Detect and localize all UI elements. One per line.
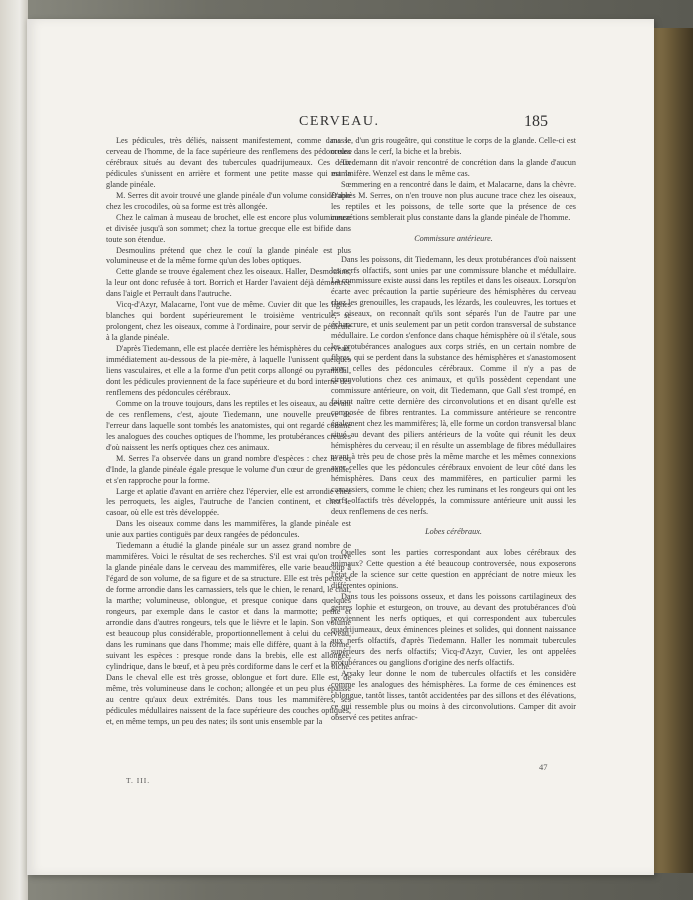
paragraph: M. Serres l'a observée dans un grand nombre d'espèces : chez le coq d'Inde, la glande pinéale égale presque le volume d'un cœur de grenouille, et s'en rapproche pour la forme. xyxy=(106,453,351,485)
paragraph: Sœmmering en a rencontré dans le daim, et Malacarne, dans la chèvre. D'après M. Serres, on n'en trouve non plus aucune trace chez les oiseaux, les reptiles et les poissons, de telle sorte que la présence de ces concrétions semblerait plus constante dans la glande pinéale de l'homme. xyxy=(331,179,576,222)
paragraph: Dans les oiseaux comme dans les mammifères, la glande pinéale est unie aux parties contiguës par deux rangées de pédoncules. xyxy=(106,519,351,540)
book-spine xyxy=(648,28,693,873)
signature-mark: T. III. xyxy=(126,776,151,785)
paragraph: D'après Tiedemann, elle est placée derrière les hémisphères du cerveau, immédiatement au-dessous de la pie-mère, à laquelle l'unissent quelques liens vasculaires, et elle a la forme d'un petit corps allongé ou pyramidal, dont les pédicules proviennent de la face supérieure et du bord interne des renflemens des pédoncules cérébraux. xyxy=(106,344,351,397)
paragraph: Vicq-d'Azyr, Malacarne, l'ont vue de même. Cuvier dit que les lignes blanches qui bordent supérieurement le troisième ventricule, se prolongent, chez les oiseaux, comme à l'ordinaire, pour servir de pédicule à la glande pinéale. xyxy=(106,300,351,343)
page-header xyxy=(27,114,654,134)
paragraph: Cette glande se trouve également chez les oiseaux. Haller, Desmoulins, la leur ont donc refusée à tort. Borrich et Harder l'avaient déjà démontrée dans l'aigle et Perrault dans l'autruche. xyxy=(106,267,351,299)
paragraph: Quelles sont les parties correspondant aux lobes cérébraux des animaux? Cette question a été beaucoup controversée, nous exposerons l'état de la science sur cette question en appréciant de notre mieux les différentes opinions. xyxy=(331,548,576,591)
section-heading: Lobes cérébraux. xyxy=(425,527,482,537)
page-number: 185 xyxy=(524,113,548,130)
previous-page-edge xyxy=(0,0,28,900)
paragraph: Arsaky leur donne le nom de tubercules olfactifs et les considère comme les analogues des hémisphères. La forme de ces éminences est oblongue, tantôt lisses, tantôt accidentées par des sillons et des élévations, ce qui ressemble plus ou moins à des circonvolutions. Camper dit avoir observé ces petites anfrac- xyxy=(331,668,576,722)
paragraph: Tiedemann a étudié la glande pinéale sur un assez grand nombre de mammifères. Voici le résultat de ses recherches. S'il est vrai qu'on trouve la glande pinéale dans le cerveau des mammifères, elle varie beaucoup à l'égard de son volume, de sa figure et de sa structure. Elle est très petite et de forme arrondie dans les carnassiers, tels que le chien, le renard, le chat, la marthe; volumineuse, oblongue, et presque conique dans quelques rongeurs, par exemple dans le castor et dans la marmotte; petite et arrondie dans d'autres rongeurs, tels que le lièvre et le lapin. Son volume est beaucoup plus considérable, proportionnellement à celui du cerveau, dans les ruminans que dans l'homme; mais elle diffère, quant à la forme, suivant les espèces : presque ronde dans la brebis, elle est allongée, cylindrique, dans le bœuf, et à peu près cordiforme dans le cerf et la biche. Dans le cheval elle est très grosse, oblongue et fort dure. Elle est, de même, très volumineuse dans le cochon; allongée et un peu plus épaisse au centre qu'aux deux extrémités. Dans tous les mammifères, ses pédicules médullaires naissent de la face supérieure des couches optiques, et, en même temps, un peu des nates; ils sont unis ensemble par la xyxy=(106,541,351,726)
paragraph: Dans les poissons, dit Tiedemann, les deux protubérances d'où naissent les nerfs olfactifs, sont unies par une commissure blanche et médullaire. La commissure existe aussi dans les reptiles et dans les oiseaux. Lorsqu'on écarte avec précaution la partie supérieure des hémisphères du cerveau chez les grenouilles, les crapauds, les lézards, les couleuvres, les tortues et les oiseaux, on reconnaît qu'ils sont séparés l'un de l'autre par une échancrure, et unis seulement par un petit cordon transversal de substance médullaire. Le cordon s'enfonce dans chaque hémisphère où il s'étale, sous les protubérances analogues aux corps striés, en un certain nombre de fibres, qui se perdent dans la substance des hémisphères et s'anastomosent avec celles des pédoncules cérébraux. Comme il n'y a pas de circonvolutions chez ces animaux, et qu'ils possèdent cependant une commissure antérieure, on voit, dit Tiedemann, que Gall s'est trompé, en faisant naître cette dernière des circonvolutions et en disant qu'elle est composée de fibres rentrantes. La commissure antérieure se rencontre également chez les mammifères; là, elle forme un cordon transversal blanc situé au devant des piliers antérieurs de la voûte qui réunit les deux hémisphères du cerveau; il en résulte un assemblage de fibres médullaires ayant à très peu de chose près la même marche et les mêmes connexions avec celles que les pédoncules cérébraux envoient de leur côté dans les hémisphères. Dans ceux des mammifères, en particulier parmi les carnassiers, comme le chien; chez les ruminans et les rongeurs qui ont les nerfs olfactifs très développés, la commissure antérieure unit aussi les deux renflemens de ces nerfs. xyxy=(331,254,576,516)
paragraph: Les pédicules, très déliés, naissent manifestement, comme dans le cerveau de l'homme, de la face supérieure des renflemens des pédoncules cérébraux situés au devant des tubercules quadrijumeaux. Ces deux pédicules s'unissent en arrière et forment une petite masse qui est la glande pinéale. xyxy=(106,136,351,189)
section-heading: Commissure antérieure. xyxy=(414,233,493,243)
paragraph: Dans tous les poissons osseux, et dans les poissons cartilagineux des genres lophie et esturgeon, on trouve, au devant des protubérances d'où proviennent les nerfs optiques, et qui correspondent aux tubercules quadrijumeaux, deux éminences pleines et solides, qui donnent naissance aux nerfs olfactifs, d'après Tiedemann. Haller les nommait tubercules supérieurs des nerfs olfactifs; Vicq-d'Azyr, Cuvier, les ont appelées protubérances ou ganglions d'origine des nerfs olfactifs. xyxy=(331,592,576,667)
paragraph: masse, d'un gris rougeâtre, qui constitue le corps de la glande. Celle-ci est creuse dans le cerf, la biche et la brebis. xyxy=(331,136,576,156)
paragraph: Chez le caïman à museau de brochet, elle est encore plus volumineuse et divisée jusqu'à son sommet; chez la tortue grecque elle est bifide dans toute son étendue. xyxy=(106,212,351,244)
book-page xyxy=(27,19,654,875)
right-column xyxy=(331,136,576,796)
running-title: CERVEAU. xyxy=(299,114,380,129)
paragraph: Tiedemann dit n'avoir rencontré de concrétion dans la glande d'aucun mammifère. Wenzel est dans le même cas. xyxy=(331,157,576,178)
paragraph: M. Serres dit avoir trouvé une glande pinéale d'un volume considérable chez les crocodiles, où sa forme est très allongée. xyxy=(106,190,351,211)
paragraph: Desmoulins prétend que chez le couï la glande pinéale est plus volumineuse et de la même forme qu'un des lobes optiques. xyxy=(106,245,351,266)
paragraph: Large et aplatie d'avant en arrière chez l'épervier, elle est arrondie chez les perroquets, les aigles, l'autruche de l'ancien continent, et chez le casoar, où elle est très développée. xyxy=(106,486,351,518)
paragraph: Comme on la trouve toujours, dans les reptiles et les oiseaux, au devant de ces renflemens, c'est, ajoute Tiedemann, une nouvelle preuve de l'erreur dans laquelle sont tombés les anatomistes, qui ont regardé comme les analogues des couches optiques de l'homme, les protubérances creuses d'où naissent les nerfs optiques chez ces animaux. xyxy=(106,398,351,452)
folio-mark: 47 xyxy=(539,762,548,772)
left-column xyxy=(106,136,351,796)
